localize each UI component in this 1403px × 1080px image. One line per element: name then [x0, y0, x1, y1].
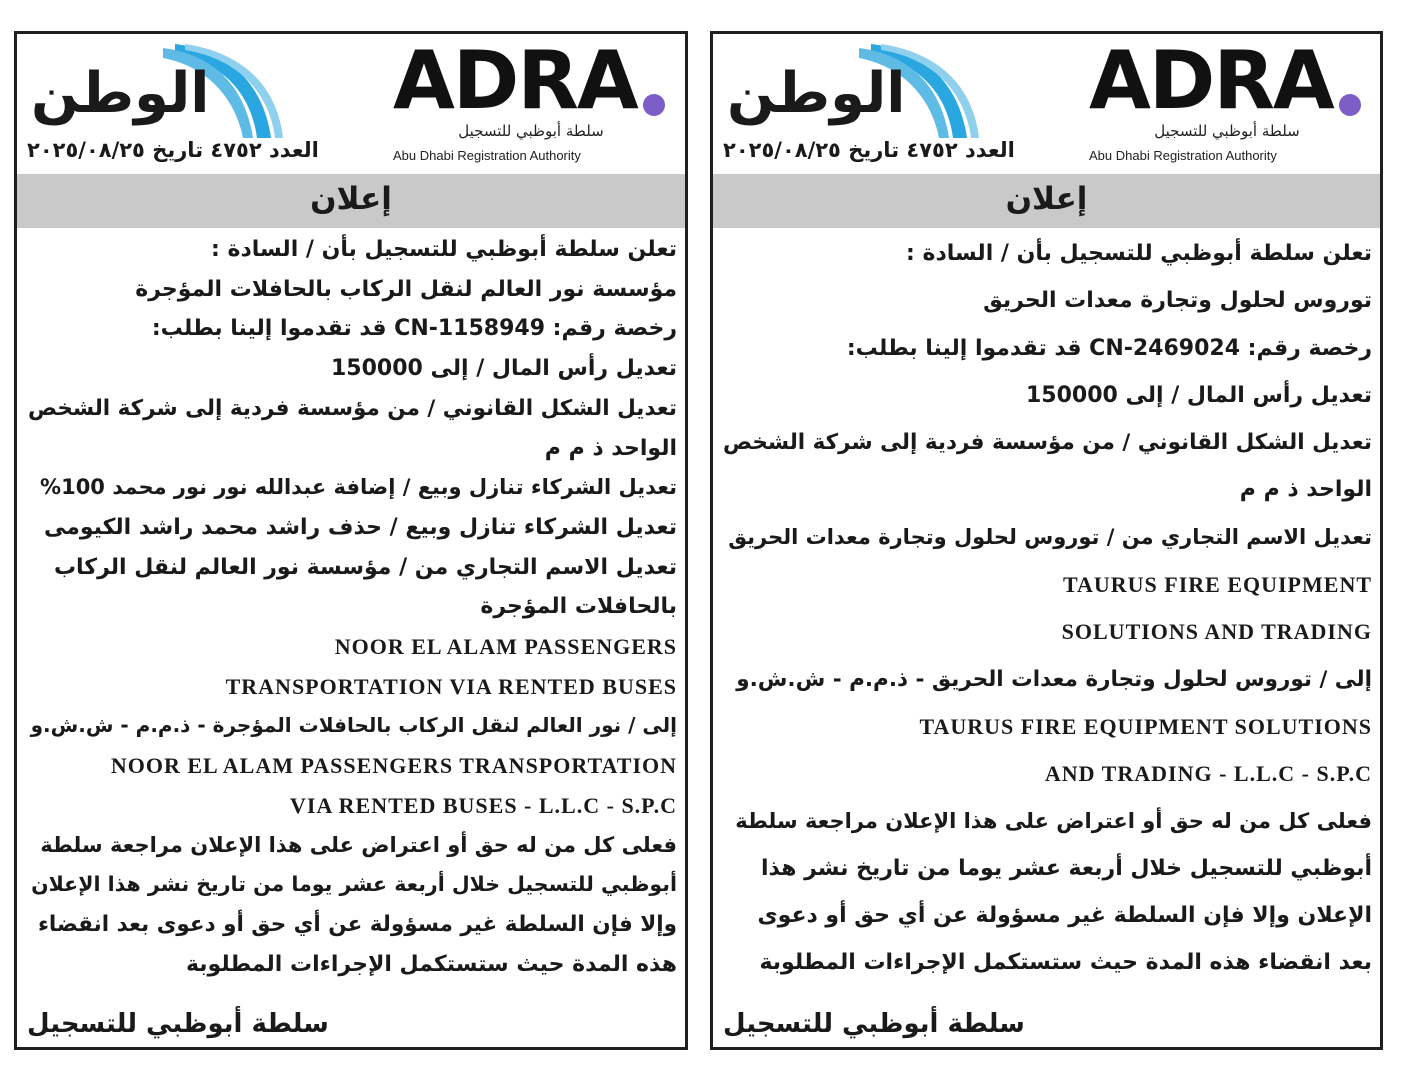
- notice-title: إعلان: [713, 174, 1380, 228]
- notice-body: [713, 228, 1380, 987]
- adra-dot-icon: [643, 94, 665, 116]
- notice-line-latin: TRANSPORTATION VIA RENTED BUSES: [225, 673, 677, 699]
- notice-line: تعديل الاسم التجاري من / توروس لحلول وتجارة معدات الحريق: [728, 524, 1372, 549]
- notice-line-latin: SOLUTIONS AND TRADING: [1061, 619, 1372, 645]
- notice-line: هذه المدة حيث ستستكمل الإجراءات المطلوبة: [185, 951, 677, 977]
- alwatan-logo-text: الوطن: [727, 61, 906, 126]
- notice-line: الواحد ذ م م: [1239, 477, 1372, 503]
- notice-line-latin: NOOR EL ALAM PASSENGERS: [334, 634, 677, 660]
- notice-line: تعديل الشركاء تنازل وبيع / حذف راشد محمد راشد الكيومى: [43, 514, 677, 540]
- notice-line-latin: VIA RENTED BUSES - L.L.C - S.P.C: [290, 792, 677, 818]
- notice-body: [17, 228, 685, 984]
- adra-arabic-name: سلطة أبوظبي للتسجيل: [458, 122, 604, 140]
- authority-signature: سلطة أبوظبي للتسجيل: [27, 1009, 329, 1039]
- alwatan-logo: [721, 40, 981, 140]
- notice-line: رخصة رقم: CN-1158949 قد تقدموا إلينا بطلب:: [151, 316, 677, 342]
- adra-dot-icon: [1339, 94, 1361, 116]
- notice-line-latin: TAURUS FIRE EQUIPMENT: [1062, 572, 1372, 598]
- notice-line: إلى / توروس لحلول وتجارة معدات الحريق - ذ.م.م - ش.ش.و: [736, 666, 1372, 692]
- notice-line: فعلى كل من له حق أو اعتراض على هذا الإعلان مراجعة سلطة: [40, 832, 677, 857]
- notice-title: إعلان: [17, 174, 685, 228]
- notice-line: تعديل الشكل القانوني / من مؤسسة فردية إلى شركة الشخص: [723, 430, 1372, 456]
- notice-line: بالحافلات المؤجرة: [480, 594, 677, 620]
- adra-english-name: Abu Dhabi Registration Authority: [1089, 148, 1277, 163]
- adra-wordmark: ADRA: [1089, 34, 1333, 127]
- notice-panel-right: [710, 31, 1383, 1050]
- adra-logo: [1085, 34, 1375, 168]
- notice-line: بعد انقضاء هذه المدة حيث ستستكمل الإجراءات المطلوبة: [759, 950, 1372, 976]
- notice-line: تعديل الاسم التجاري من / مؤسسة نور العالم لنقل الركاب: [53, 554, 677, 580]
- notice-line: الواحد ذ م م: [544, 435, 677, 461]
- alwatan-logo: [25, 40, 285, 140]
- notice-line: فعلى كل من له حق أو اعتراض على هذا الإعلان مراجعة سلطة: [735, 808, 1372, 833]
- issue-date-line: العدد ٤٧٥٢ تاريخ ٢٠٢٥/٠٨/٢٥: [723, 138, 1015, 162]
- notice-line: رخصة رقم: CN-2469024 قد تقدموا إلينا بطلب:: [846, 335, 1372, 361]
- notice-header: [713, 34, 1380, 174]
- notice-line: تعلن سلطة أبوظبي للتسجيل بأن / السادة :: [211, 237, 677, 262]
- notice-line-latin: NOOR EL ALAM PASSENGERS TRANSPORTATION: [110, 753, 677, 779]
- notice-line: تعديل رأس المال / إلى 150000: [331, 356, 677, 382]
- notice-line: تعديل الشركاء تنازل وبيع / إضافة عبدالله نور نور محمد 100%: [40, 475, 677, 500]
- notice-line: وإلا فإن السلطة غير مسؤولة عن أي حق أو دعوى بعد انقضاء: [37, 911, 677, 937]
- notice-line: أبوظبي للتسجيل خلال أربعة عشر يوما من تاريخ نشر هذا الإعلان: [31, 872, 677, 897]
- adra-english-name: Abu Dhabi Registration Authority: [393, 148, 581, 163]
- notice-line: توروس لحلول وتجارة معدات الحريق: [983, 288, 1372, 314]
- authority-signature: سلطة أبوظبي للتسجيل: [723, 1009, 1025, 1039]
- notice-header: [17, 34, 685, 174]
- notice-line: تعلن سلطة أبوظبي للتسجيل بأن / السادة :: [906, 241, 1372, 266]
- alwatan-logo-text: الوطن: [31, 61, 210, 126]
- notice-line: إلى / نور العالم لنقل الركاب بالحافلات المؤجرة - ذ.م.م - ش.ش.و: [30, 713, 677, 738]
- adra-arabic-name: سلطة أبوظبي للتسجيل: [1154, 122, 1300, 140]
- notice-line: مؤسسة نور العالم لنقل الركاب بالحافلات المؤجرة: [135, 276, 677, 302]
- adra-logo: [389, 34, 679, 168]
- notice-line: تعديل الشكل القانوني / من مؤسسة فردية إلى شركة الشخص: [28, 395, 677, 421]
- notice-panel-left: [14, 31, 688, 1050]
- notice-line: الإعلان وإلا فإن السلطة غير مسؤولة عن أي حق أو دعوى: [757, 903, 1372, 929]
- notice-line-latin: TAURUS FIRE EQUIPMENT SOLUTIONS: [919, 713, 1372, 739]
- notice-line-latin: AND TRADING - L.L.C - S.P.C: [1044, 761, 1372, 787]
- notice-line: تعديل رأس المال / إلى 150000: [1026, 382, 1372, 408]
- issue-date-line: العدد ٤٧٥٢ تاريخ ٢٠٢٥/٠٨/٢٥: [27, 138, 319, 162]
- adra-wordmark: ADRA: [393, 34, 637, 127]
- notice-line: أبوظبي للتسجيل خلال أربعة عشر يوما من تاريخ نشر هذا: [760, 855, 1372, 881]
